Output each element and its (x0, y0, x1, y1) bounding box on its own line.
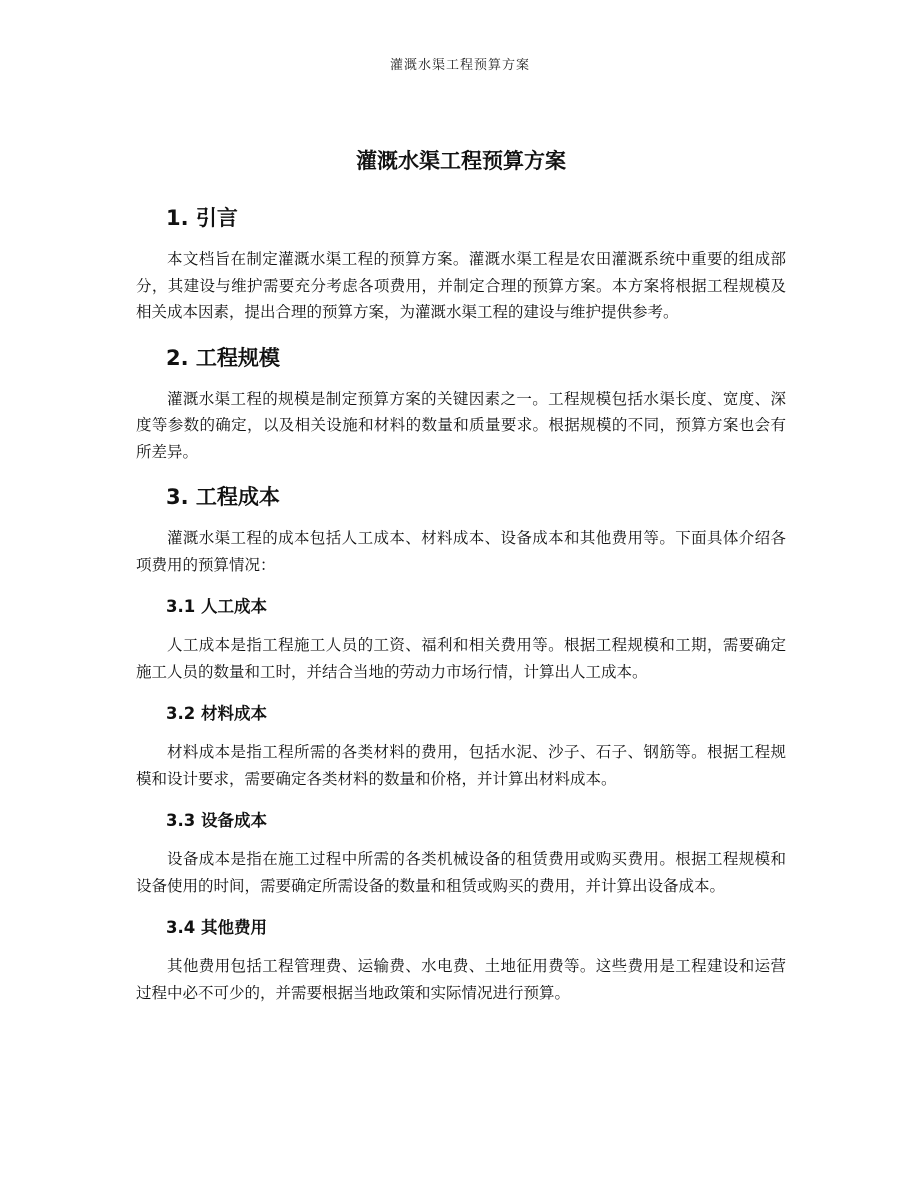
document-body (136, 140, 786, 1018)
subsection-heading-equipment: 3.3 设备成本 (166, 811, 267, 830)
section-paragraph-scale: 灌溉水渠工程的规模是制定预算方案的关键因素之一。工程规模包括水渠长度、宽度、深度等参数的确定，以及相关设施和材料的数量和质量要求。根据规模的不同，预算方案也会有所差异。 (136, 389, 786, 461)
section-paragraph-introduction: 本文档旨在制定灌溉水渠工程的预算方案。灌溉水渠工程是农田灌溉系统中重要的组成部分，其建设与维护需要充分考虑各项费用，并制定合理的预算方案。本方案将根据工程规模及相关成本因素，提出合理的预算方案，为灌溉水渠工程的建设与维护提供参考。 (136, 250, 786, 321)
subsection-paragraph-material: 材料成本是指工程所需的各类材料的费用，包括水泥、沙子、石子、钢筋等。根据工程规模和设计要求，需要确定各类材料的数量和价格，并计算出材料成本。 (136, 743, 786, 788)
subsection-heading-other: 3.4 其他费用 (166, 918, 267, 937)
section-paragraph-cost: 灌溉水渠工程的成本包括人工成本、材料成本、设备成本和其他费用等。下面具体介绍各项费用的预算情况： (136, 529, 786, 574)
subsection-paragraph-other: 其他费用包括工程管理费、运输费、水电费、土地征用费等。这些费用是工程建设和运营过程中必不可少的，并需要根据当地政策和实际情况进行预算。 (136, 957, 786, 1002)
subsection-paragraph-labor: 人工成本是指工程施工人员的工资、福利和相关费用等。根据工程规模和工期，需要确定施工人员的数量和工时，并结合当地的劳动力市场行情，计算出人工成本。 (136, 636, 786, 681)
section-heading-scale: 2. 工程规模 (166, 345, 280, 370)
subsection-paragraph-equipment: 设备成本是指在施工过程中所需的各类机械设备的租赁费用或购买费用。根据工程规模和设备使用的时间，需要确定所需设备的数量和租赁或购买的费用，并计算出设备成本。 (136, 850, 786, 895)
running-header: 灌溉水渠工程预算方案 (389, 58, 530, 73)
subsection-heading-material: 3.2 材料成本 (166, 704, 267, 723)
subsection-heading-labor: 3.1 人工成本 (166, 597, 267, 616)
section-heading-introduction: 1. 引言 (166, 206, 238, 230)
document-title: 灌溉水渠工程预算方案 (356, 148, 566, 173)
section-heading-cost: 3. 工程成本 (166, 485, 280, 509)
